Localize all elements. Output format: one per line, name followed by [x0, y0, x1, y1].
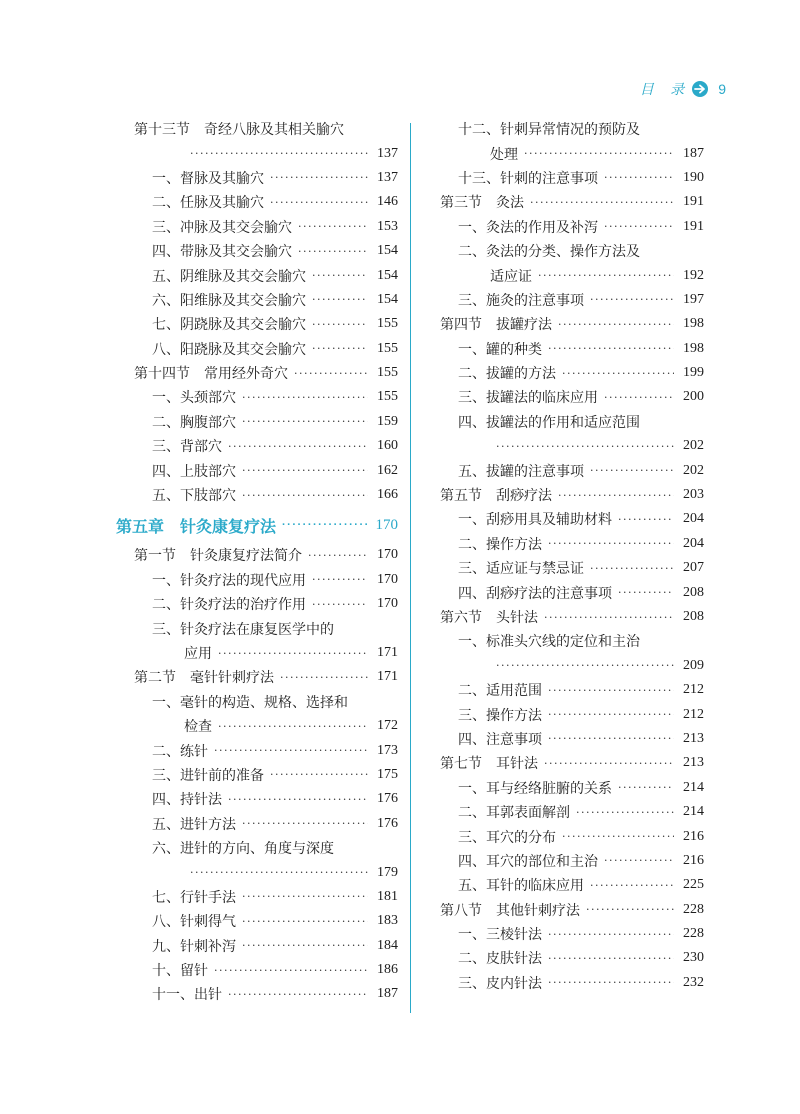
- toc-entry-page: 137: [377, 145, 398, 161]
- toc-entry-title: 二、拔罐的方法: [458, 366, 556, 383]
- toc-entry-page: 214: [683, 804, 704, 820]
- toc-item-entry[interactable]: [440, 239, 704, 263]
- leader-dots: [218, 648, 368, 659]
- toc-entry-title: 二、练针: [152, 743, 208, 760]
- toc-entry-title: 四、耳穴的部位和主治: [458, 853, 598, 870]
- arrow-right-circle-icon: [692, 81, 708, 97]
- leader-dots: [270, 769, 368, 780]
- toc-entry-page: 213: [683, 730, 704, 746]
- toc-item-entry[interactable]: [116, 787, 398, 811]
- toc-entry-title: 三、背部穴: [152, 439, 222, 456]
- toc-entry-page: 154: [377, 243, 398, 259]
- toc-entry-page: 192: [683, 267, 704, 283]
- toc-item-entry[interactable]: [440, 410, 704, 434]
- toc-entry-page: 216: [683, 852, 704, 868]
- toc-entry-page: 187: [377, 986, 398, 1002]
- toc-item-entry[interactable]: [440, 434, 704, 458]
- toc-entry-title: 五、进针方法: [152, 816, 236, 833]
- toc-item-entry[interactable]: [116, 434, 398, 458]
- toc-item-entry[interactable]: [116, 641, 398, 665]
- toc-item-entry[interactable]: [440, 654, 704, 678]
- toc-entry-page: 198: [683, 316, 704, 332]
- leader-dots: [294, 368, 368, 379]
- toc-entry-page: 137: [377, 169, 398, 185]
- leader-dots: [228, 441, 368, 452]
- toc-entry-page: 187: [683, 145, 704, 161]
- toc-entry-page: 232: [683, 974, 704, 990]
- leader-dots: [618, 782, 674, 793]
- toc-entry-page: 171: [377, 645, 398, 660]
- toc-entry-title: 三、拔罐法的临床应用: [458, 390, 598, 407]
- toc-item-entry[interactable]: [116, 239, 398, 263]
- toc-item-entry[interactable]: [440, 263, 704, 287]
- toc-entry-page: 228: [683, 901, 704, 917]
- toc-entry-title: 一、三棱针法: [458, 927, 542, 944]
- toc-item-entry[interactable]: [116, 812, 398, 836]
- toc-entry-page: 209: [683, 657, 704, 673]
- toc-entry-page: 186: [377, 962, 398, 978]
- toc-entry-title: 三、冲脉及其交会腧穴: [152, 219, 292, 236]
- toc-entry-title: 二、耳郭表面解剖: [458, 805, 570, 822]
- toc-entry-title: 三、皮内针法: [458, 975, 542, 992]
- toc-entry-title: 二、针灸疗法的治疗作用: [152, 597, 306, 614]
- toc-entry-page: 208: [683, 609, 704, 624]
- leader-dots: [562, 368, 674, 379]
- leader-dots: [308, 550, 368, 561]
- toc-entry-title: 第八节 其他针刺疗法: [440, 902, 580, 919]
- toc-item-entry[interactable]: [116, 714, 398, 738]
- leader-dots: [190, 148, 368, 159]
- toc-item-entry[interactable]: [440, 532, 704, 556]
- toc-item-entry[interactable]: [116, 885, 398, 909]
- toc-entry-page: 146: [377, 194, 398, 210]
- leader-dots: [590, 563, 674, 574]
- toc-entry-title: 第四节 拔罐疗法: [440, 317, 552, 334]
- toc-item-entry[interactable]: [116, 337, 398, 361]
- toc-entry-title: 七、行针手法: [152, 889, 236, 906]
- toc-entry-title: 应用: [184, 646, 212, 662]
- leader-dots: [312, 294, 368, 305]
- leader-dots: [558, 490, 674, 501]
- toc-entry-title: 二、胸腹部穴: [152, 414, 236, 431]
- leader-dots: [548, 685, 674, 696]
- leader-dots: [576, 807, 674, 818]
- toc-entry-page: 225: [683, 877, 704, 893]
- leader-dots: [604, 392, 674, 403]
- toc-item-entry[interactable]: [440, 288, 704, 312]
- toc-entry-page: 198: [683, 340, 704, 356]
- toc-item-entry[interactable]: [116, 215, 398, 239]
- leader-dots: [228, 794, 368, 805]
- toc-entry-title: 一、督脉及其腧穴: [152, 170, 264, 187]
- toc-item-entry[interactable]: [116, 592, 398, 616]
- toc-entry-title: 第七节 耳针法: [440, 756, 538, 773]
- toc-entry-page: 155: [377, 316, 398, 332]
- leader-dots: [312, 574, 368, 585]
- toc-entry-page: 190: [683, 169, 704, 185]
- toc-entry-page: 181: [377, 888, 398, 904]
- toc-item-entry[interactable]: [440, 629, 704, 653]
- toc-entry-page: 176: [377, 815, 398, 831]
- toc-section-entry[interactable]: [116, 543, 398, 567]
- leader-dots: [548, 953, 674, 964]
- leader-dots: [604, 172, 674, 183]
- toc-entry-page: 230: [683, 950, 704, 966]
- toc-entry-title: 检查: [184, 719, 212, 736]
- toc-entry-title: 一、头颈部穴: [152, 390, 236, 407]
- toc-entry-page: 154: [377, 291, 398, 307]
- leader-dots: [312, 319, 368, 330]
- toc-entry-title: 一、标准头穴线的定位和主治: [458, 634, 640, 651]
- toc-entry-title: 八、阳跷脉及其交会腧穴: [152, 341, 306, 358]
- leader-dots: [242, 891, 368, 902]
- toc-item-entry[interactable]: [440, 702, 704, 726]
- toc-item-entry[interactable]: [440, 776, 704, 800]
- leader-dots: [312, 343, 368, 354]
- toc-item-entry[interactable]: [116, 410, 398, 434]
- toc-item-entry[interactable]: [440, 922, 704, 946]
- toc-item-entry[interactable]: [116, 141, 398, 165]
- toc-section-entry[interactable]: [440, 898, 704, 922]
- toc-section-entry[interactable]: [116, 361, 398, 385]
- toc-entry-page: 213: [683, 755, 704, 771]
- toc-entry-title: 五、拔罐的注意事项: [458, 463, 584, 480]
- toc-item-entry[interactable]: [440, 507, 704, 531]
- toc-entry-page: 200: [683, 389, 704, 405]
- toc-chapter-entry[interactable]: [116, 507, 398, 543]
- leader-dots: [242, 916, 368, 927]
- toc-entry-title: 第三节 灸法: [440, 195, 524, 212]
- toc-item-entry[interactable]: [116, 483, 398, 507]
- toc-entry-title: 四、带脉及其交会腧穴: [152, 244, 292, 261]
- toc-entry-page: 197: [683, 291, 704, 307]
- toc-entry-page: 202: [683, 462, 704, 478]
- toc-item-entry[interactable]: [440, 946, 704, 970]
- leader-dots: [298, 221, 368, 232]
- toc-entry-page: 191: [683, 194, 704, 210]
- toc-entry-page: 170: [377, 571, 398, 587]
- leader-dots: [242, 490, 368, 501]
- toc-item-entry[interactable]: [440, 556, 704, 580]
- toc-entry-title: 十二、针刺异常情况的预防及: [458, 122, 640, 139]
- toc-entry-page: 159: [377, 413, 398, 429]
- toc-item-entry[interactable]: [116, 934, 398, 958]
- toc-entry-title: 第二节 毫针针刺疗法: [134, 670, 274, 687]
- toc-right-column: [440, 117, 704, 995]
- toc-entry-page: 155: [377, 389, 398, 405]
- header-title: 目 录: [639, 82, 691, 98]
- leader-dots: [548, 343, 674, 354]
- page-header: [640, 78, 726, 100]
- toc-entry-title: 三、操作方法: [458, 707, 542, 724]
- toc-entry-title: 第五节 刮痧疗法: [440, 488, 552, 505]
- leader-dots: [524, 148, 674, 159]
- toc-entry-title: 六、阳维脉及其交会腧穴: [152, 292, 306, 309]
- toc-entry-page: 153: [377, 218, 398, 234]
- toc-entry-title: 第一节 针灸康复疗法简介: [134, 548, 302, 565]
- toc-entry-page: 175: [377, 766, 398, 782]
- toc-entry-title: 四、刮痧疗法的注意事项: [458, 585, 612, 602]
- toc-item-entry[interactable]: [116, 458, 398, 482]
- leader-dots: [548, 538, 674, 549]
- toc-entry-page: 170: [377, 596, 398, 612]
- toc-item-entry[interactable]: [440, 117, 704, 141]
- toc-entry-title: 十三、针刺的注意事项: [458, 170, 598, 187]
- leader-dots: [280, 672, 368, 683]
- toc-entry-title: 十、留针: [152, 963, 208, 980]
- toc-section-entry[interactable]: [440, 190, 704, 214]
- leader-dots: [218, 721, 368, 732]
- toc-item-entry[interactable]: [116, 568, 398, 592]
- toc-item-entry[interactable]: [440, 727, 704, 751]
- toc-item-entry[interactable]: [440, 361, 704, 385]
- leader-dots: [270, 172, 368, 183]
- toc-entry-title: 二、适用范围: [458, 683, 542, 700]
- toc-entry-title: 十一、出针: [152, 987, 222, 1004]
- toc-section-entry[interactable]: [116, 117, 398, 141]
- page-number: 9: [718, 81, 726, 97]
- toc-entry-title: 一、耳与经络脏腑的关系: [458, 780, 612, 797]
- toc-item-entry[interactable]: [116, 763, 398, 787]
- toc-entry-page: 203: [683, 487, 704, 503]
- toc-left-column: [116, 117, 398, 1007]
- toc-entry-title: 六、进针的方向、角度与深度: [152, 841, 334, 858]
- toc-item-entry[interactable]: [116, 288, 398, 312]
- toc-entry-title: 九、针刺补泻: [152, 938, 236, 955]
- toc-section-entry[interactable]: [440, 605, 704, 629]
- toc-entry-title: 五、下肢部穴: [152, 488, 236, 505]
- toc-entry-title: 四、持针法: [152, 792, 222, 809]
- toc-entry-page: 172: [377, 718, 398, 734]
- leader-dots: [548, 733, 674, 744]
- toc-item-entry[interactable]: [116, 958, 398, 982]
- toc-entry-page: 207: [683, 560, 704, 576]
- toc-entry-title: 第五章 针灸康复疗法: [116, 518, 277, 536]
- toc-item-entry[interactable]: [116, 909, 398, 933]
- toc-entry-title: 五、阴维脉及其交会腧穴: [152, 268, 306, 285]
- toc-entry-title: 七、阴跷脉及其交会腧穴: [152, 317, 306, 334]
- toc-item-entry[interactable]: [116, 836, 398, 860]
- toc-entry-title: 二、皮肤针法: [458, 951, 542, 968]
- toc-item-entry[interactable]: [116, 690, 398, 714]
- toc-item-entry[interactable]: [116, 860, 398, 884]
- toc-entry-title: 一、刮痧用具及辅助材料: [458, 512, 612, 529]
- toc-item-entry[interactable]: [440, 215, 704, 239]
- toc-entry-page: 166: [377, 487, 398, 503]
- toc-entry-title: 二、操作方法: [458, 536, 542, 553]
- toc-item-entry[interactable]: [440, 849, 704, 873]
- toc-item-entry[interactable]: [116, 263, 398, 287]
- toc-item-entry[interactable]: [440, 873, 704, 897]
- toc-entry-page: 179: [377, 864, 398, 880]
- toc-entry-page: 155: [377, 365, 398, 381]
- toc-entry-title: 第十三节 奇经八脉及其相关腧穴: [134, 122, 344, 139]
- leader-dots: [558, 319, 674, 330]
- leader-dots: [214, 745, 368, 756]
- toc-entry-page: 208: [683, 584, 704, 600]
- leader-dots: [604, 855, 674, 866]
- toc-item-entry[interactable]: [116, 166, 398, 190]
- toc-entry-title: 四、注意事项: [458, 731, 542, 748]
- toc-entry-title: 第十四节 常用经外奇穴: [134, 366, 288, 383]
- toc-entry-page: 212: [683, 682, 704, 698]
- toc-entry-page: 204: [683, 511, 704, 527]
- toc-entry-page: 216: [683, 828, 704, 844]
- toc-item-entry[interactable]: [440, 385, 704, 409]
- toc-entry-title: 八、针刺得气: [152, 914, 236, 931]
- leader-dots: [242, 416, 368, 427]
- toc-entry-page: 173: [377, 742, 398, 758]
- leader-dots: [312, 270, 368, 281]
- toc-item-entry[interactable]: [440, 166, 704, 190]
- leader-dots: [298, 246, 368, 257]
- toc-section-entry[interactable]: [440, 312, 704, 336]
- toc-entry-page: 170: [377, 547, 398, 563]
- toc-section-entry[interactable]: [440, 751, 704, 775]
- toc-entry-title: 一、毫针的构造、规格、选择和: [152, 694, 348, 711]
- toc-entry-title: 第六节 头针法: [440, 610, 538, 626]
- toc-entry-page: 214: [683, 779, 704, 795]
- toc-entry-title: 三、针灸疗法在康复医学中的: [152, 621, 334, 638]
- leader-dots: [590, 465, 674, 476]
- leader-dots: [190, 867, 368, 878]
- leader-dots: [590, 294, 674, 305]
- column-divider: [410, 123, 411, 1013]
- toc-entry-page: 176: [377, 791, 398, 807]
- leader-dots: [496, 441, 674, 452]
- leader-dots: [228, 989, 368, 1000]
- toc-item-entry[interactable]: [116, 385, 398, 409]
- toc-entry-page: 183: [377, 913, 398, 929]
- toc-item-entry[interactable]: [440, 678, 704, 702]
- toc-entry-page: 171: [377, 669, 398, 685]
- toc-item-entry[interactable]: [440, 337, 704, 361]
- leader-dots: [530, 197, 674, 208]
- leader-dots: [618, 587, 674, 598]
- leader-dots: [312, 599, 368, 610]
- toc-entry-page: 228: [683, 926, 704, 942]
- leader-dots: [548, 709, 674, 720]
- toc-item-entry[interactable]: [116, 616, 398, 640]
- leader-dots: [242, 465, 368, 476]
- leader-dots: [496, 660, 674, 671]
- toc-section-entry[interactable]: [440, 483, 704, 507]
- leader-dots: [270, 197, 368, 208]
- leader-dots: [242, 392, 368, 403]
- toc-entry-title: 一、灸法的作用及补泻: [458, 219, 598, 236]
- toc-entry-page: 160: [377, 438, 398, 454]
- toc-entry-title: 适应证: [490, 268, 532, 285]
- toc-entry-title: 二、任脉及其腧穴: [152, 195, 264, 212]
- toc-item-entry[interactable]: [440, 141, 704, 165]
- toc-item-entry[interactable]: [440, 800, 704, 824]
- toc-item-entry[interactable]: [440, 458, 704, 482]
- toc-item-entry[interactable]: [440, 971, 704, 995]
- leader-dots: [544, 758, 674, 769]
- leader-dots: [562, 831, 674, 842]
- toc-entry-title: 四、上肢部穴: [152, 463, 236, 480]
- toc-item-entry[interactable]: [116, 982, 398, 1006]
- toc-section-entry[interactable]: [116, 665, 398, 689]
- toc-entry-title: 三、施灸的注意事项: [458, 292, 584, 309]
- toc-entry-page: 202: [683, 438, 704, 454]
- leader-dots: [242, 940, 368, 951]
- toc-item-entry[interactable]: [440, 824, 704, 848]
- toc-entry-page: 154: [377, 267, 398, 283]
- toc-entry-title: 四、拔罐法的作用和适应范围: [458, 414, 640, 431]
- leader-dots: [548, 929, 674, 940]
- toc-entry-title: 一、罐的种类: [458, 341, 542, 358]
- toc-entry-title: 五、耳针的临床应用: [458, 878, 584, 895]
- toc-entry-page: 184: [377, 937, 398, 953]
- toc-item-entry[interactable]: [116, 312, 398, 336]
- toc-entry-page: 191: [683, 218, 704, 234]
- toc-item-entry[interactable]: [440, 580, 704, 604]
- leader-dots: [604, 221, 674, 232]
- toc-entry-page: 212: [683, 706, 704, 722]
- toc-item-entry[interactable]: [116, 190, 398, 214]
- leader-dots: [618, 514, 674, 525]
- leader-dots: [282, 520, 368, 531]
- toc-item-entry[interactable]: [116, 738, 398, 762]
- leader-dots: [586, 904, 674, 915]
- leader-dots: [538, 270, 674, 281]
- toc-entry-title: 处理: [490, 146, 518, 163]
- leader-dots: [214, 965, 368, 976]
- toc-entry-title: 三、耳穴的分布: [458, 829, 556, 846]
- toc-entry-page: 155: [377, 340, 398, 356]
- toc-entry-page: 162: [377, 462, 398, 478]
- toc-entry-title: 三、进针前的准备: [152, 767, 264, 784]
- toc-entry-page: 170: [375, 516, 398, 533]
- toc-entry-page: 204: [683, 535, 704, 551]
- leader-dots: [590, 880, 674, 891]
- leader-dots: [544, 612, 674, 623]
- leader-dots: [242, 818, 368, 829]
- leader-dots: [548, 977, 674, 988]
- toc-entry-title: 一、针灸疗法的现代应用: [152, 572, 306, 589]
- toc-entry-title: 三、适应证与禁忌证: [458, 561, 584, 578]
- toc-entry-title: 二、灸法的分类、操作方法及: [458, 244, 640, 261]
- toc-entry-page: 199: [683, 365, 704, 381]
